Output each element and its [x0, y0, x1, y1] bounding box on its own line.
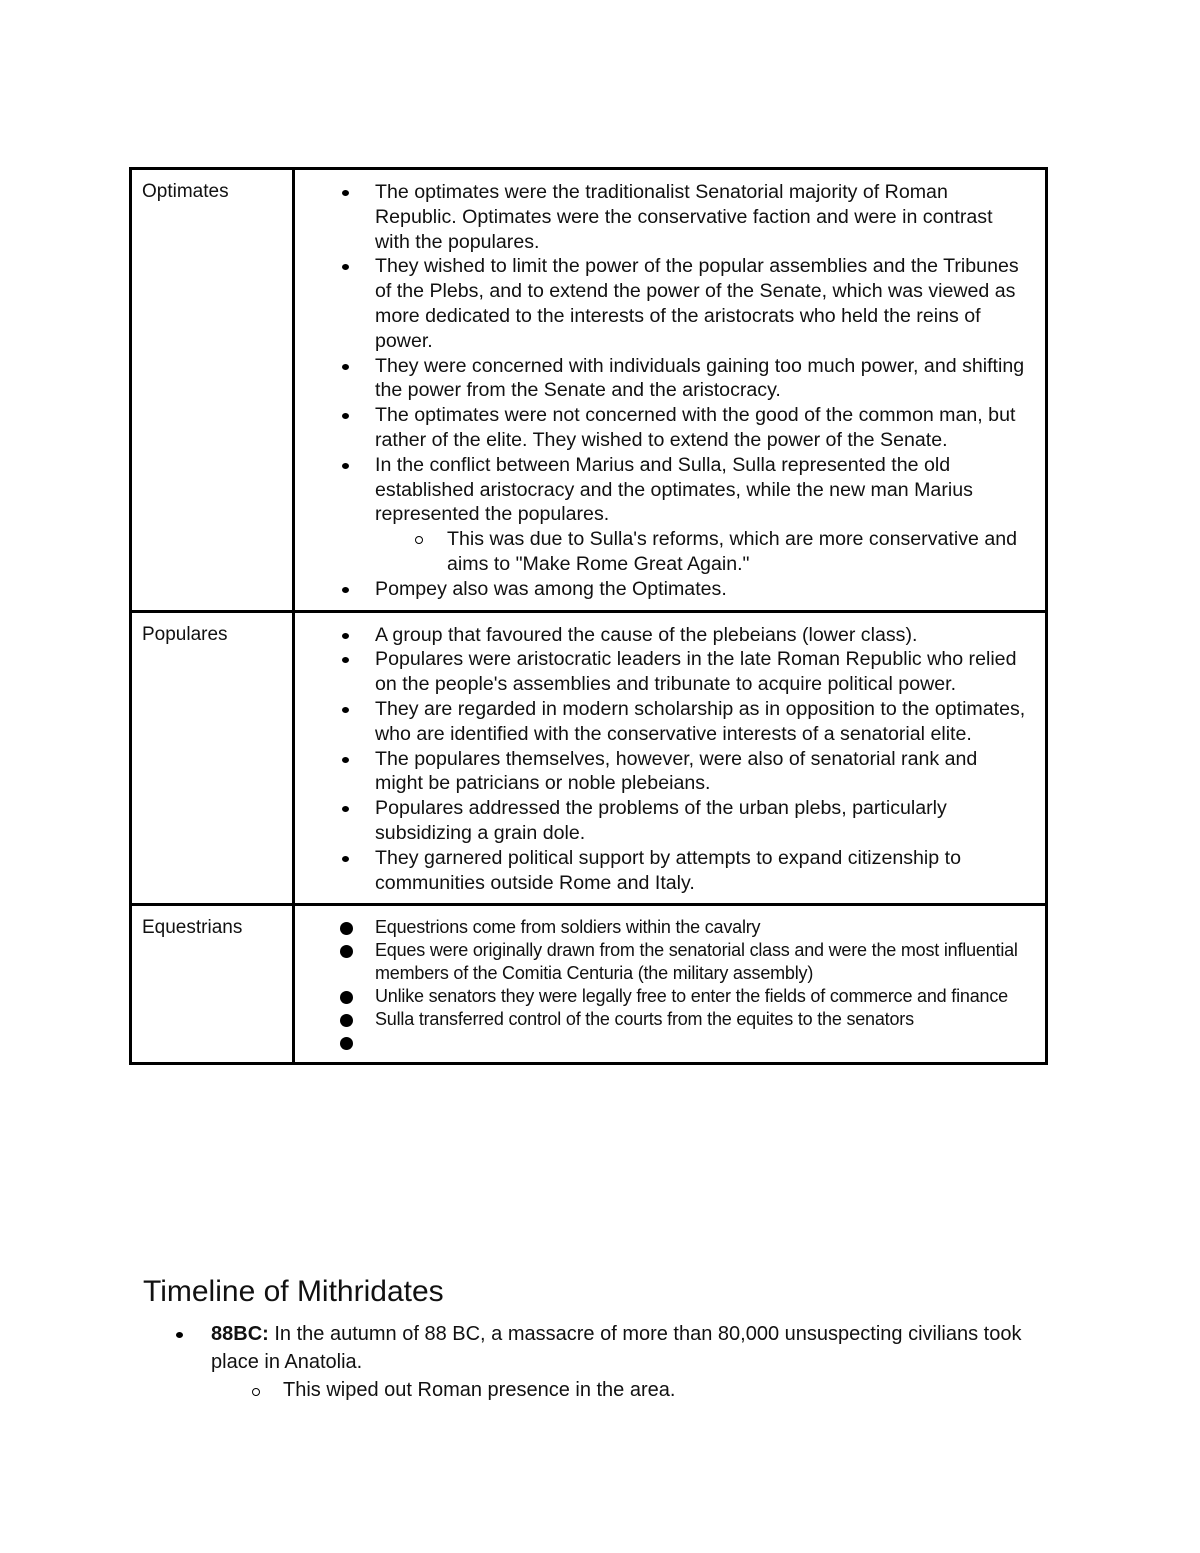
list-item — [295, 453, 1027, 577]
row-label-optimates: Optimates — [131, 169, 294, 612]
list-item: They were concerned with individuals gaining too much power, and shifting the power from the Senate and the aristocracy. — [295, 354, 1027, 404]
row-content-optimates — [294, 169, 1047, 612]
list-item: A group that favoured the cause of the plebeians (lower class). — [295, 623, 1027, 648]
sub-list-item: This was due to Sulla's reforms, which are more conservative and aims to "Make Rome Great Again." — [375, 527, 1027, 577]
list-item: The optimates were not concerned with the good of the common man, but rather of the elite. They wished to extend the power of the Senate. — [295, 403, 1027, 453]
list-item: Pompey also was among the Optimates. — [295, 577, 1027, 602]
list-item: Eques were originally drawn from the senatorial class and were the most influential members of the Comitia Centuria (the military assembly) — [295, 939, 1027, 985]
populares-bullet-list — [295, 623, 1027, 896]
table-row — [131, 169, 1047, 612]
row-content-equestrians — [294, 905, 1047, 1064]
list-item: Populares addressed the problems of the urban plebs, particularly subsidizing a grain dole. — [295, 796, 1027, 846]
list-item: Populares were aristocratic leaders in the late Roman Republic who relied on the people's assemblies and tribunate to acquire political power. — [295, 647, 1027, 697]
list-item: The optimates were the traditionalist Senatorial majority of Roman Republic. Optimates were the conservative faction and were in contrast with the populares. — [295, 180, 1027, 254]
timeline-sub-entry: This wiped out Roman presence in the area. — [211, 1376, 1063, 1404]
timeline-list — [143, 1320, 1063, 1404]
timeline-entry — [143, 1320, 1063, 1404]
list-item: They wished to limit the power of the popular assemblies and the Tribunes of the Plebs, and to extend the power of the Senate, which was viewed as more dedicated to the interests of the aristocrats who held the reins of power. — [295, 254, 1027, 353]
factions-table — [129, 167, 1048, 1065]
list-item: Unlike senators they were legally free to enter the fields of commerce and finance — [295, 985, 1027, 1008]
table-row — [131, 905, 1047, 1064]
sub-bullet-list — [375, 527, 1027, 577]
list-item: Equestrions come from soldiers within the cavalry — [295, 916, 1027, 939]
list-item: They garnered political support by attempts to expand citizenship to communities outside Rome and Italy. — [295, 846, 1027, 896]
timeline-sub-list — [211, 1376, 1063, 1404]
row-content-populares — [294, 611, 1047, 905]
table-row — [131, 611, 1047, 905]
list-item: Sulla transferred control of the courts from the equites to the senators — [295, 1008, 1027, 1031]
list-item-text: In the conflict between Marius and Sulla, Sulla represented the old established aristocracy and the optimates, while the new man Marius represented the populares. — [375, 453, 973, 526]
optimates-bullet-list — [295, 180, 1027, 602]
row-label-populares: Populares — [131, 611, 294, 905]
timeline-heading: Timeline of Mithridates — [143, 1275, 444, 1308]
list-item: They are regarded in modern scholarship as in opposition to the optimates, who are identified with the conservative interests of a senatorial elite. — [295, 697, 1027, 747]
timeline-date: 88BC: — [211, 1323, 269, 1345]
timeline-text: In the autumn of 88 BC, a massacre of more than 80,000 unsuspecting civilians took place in Anatolia. — [211, 1323, 1022, 1373]
equestrians-bullet-list — [295, 916, 1027, 1054]
row-label-equestrians: Equestrians — [131, 905, 294, 1064]
list-item: The populares themselves, however, were also of senatorial rank and might be patricians or noble plebeians. — [295, 747, 1027, 797]
empty-list-item — [295, 1031, 1027, 1054]
